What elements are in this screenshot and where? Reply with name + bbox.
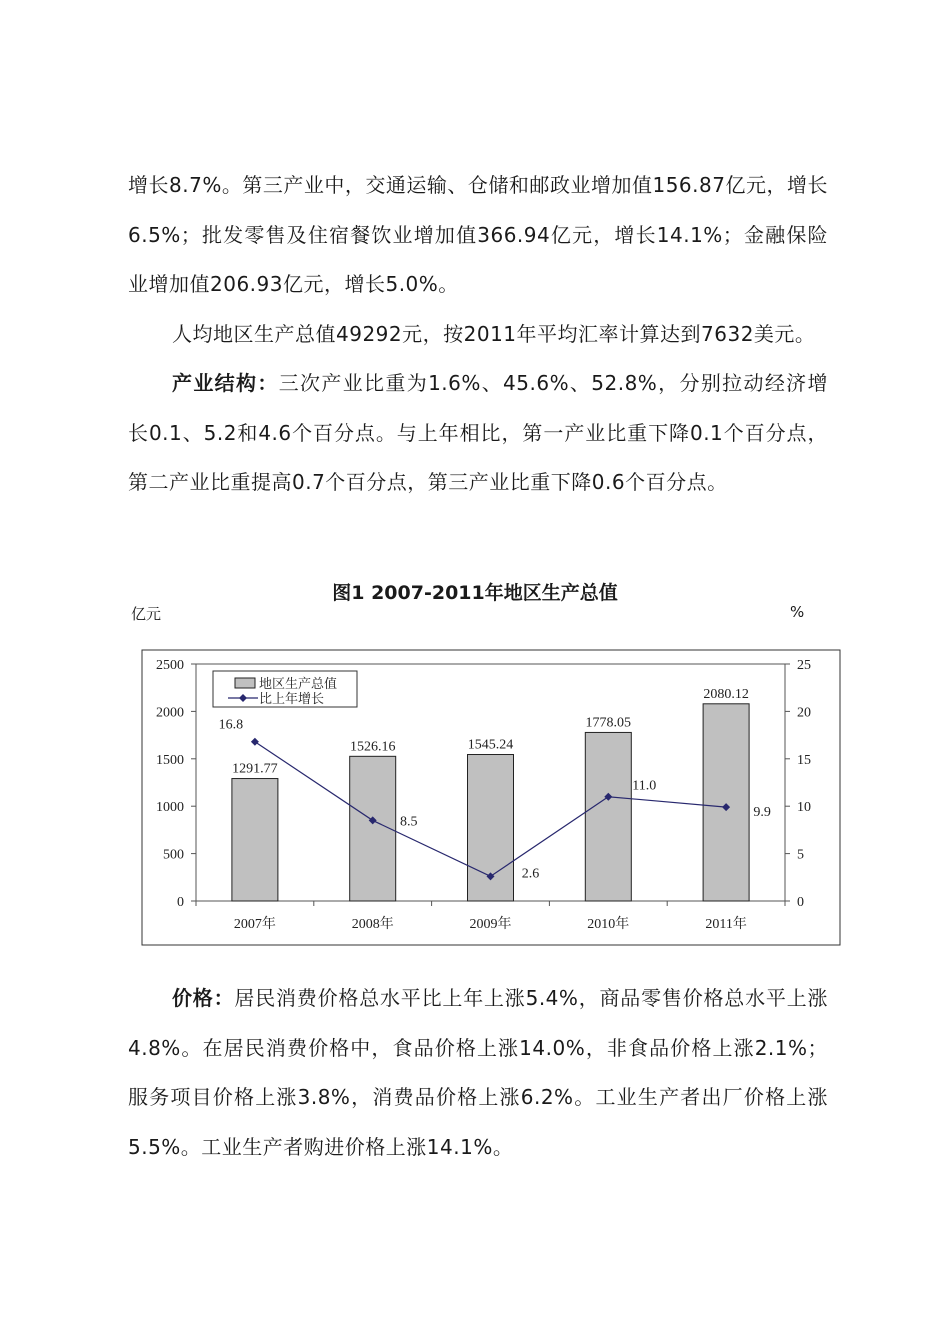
bar-gdp xyxy=(585,732,631,901)
chart-title: 图1 2007-2011年地区生产总值 xyxy=(332,582,618,604)
paragraph-tertiary-industry: 增长8.7%。第三产业中，交通运输、仓储和邮政业增加值156.87亿元，增长6.5%；批发零售及住宿餐饮业增加值366.94亿元，增长14.1%；金融保险业增加值206.93亿元，增长5.0%。 xyxy=(128,173,828,296)
y-left-tick-label: 0 xyxy=(177,895,184,910)
y-left-tick-label: 2500 xyxy=(156,658,184,673)
paragraph-prices xyxy=(128,974,828,1172)
y-left-tick-label: 1500 xyxy=(156,752,184,768)
y-right-tick-label: 0 xyxy=(797,895,804,910)
y-left-tick-label: 1000 xyxy=(156,800,184,816)
bar-data-label: 1778.05 xyxy=(585,715,632,731)
x-tick-label: 2009年 xyxy=(469,917,512,932)
y-right-tick-label: 15 xyxy=(797,752,811,768)
paragraph-per-capita-gdp: 人均地区生产总值49292元，按2011年平均汇率计算达到7632美元。 xyxy=(172,321,816,346)
x-tick-label: 2010年 xyxy=(587,917,630,932)
x-tick-label: 2011年 xyxy=(705,917,747,932)
x-tick-label: 2007年 xyxy=(233,917,276,932)
prices-label: 价格： xyxy=(172,986,235,1010)
prices-text: 居民消费价格总水平比上年上涨5.4%，商品零售价格总水平上涨4.8%。在居民消费价格中，食品价格上涨14.0%，非食品价格上涨2.1%；服务项目价格上涨3.8%，消费品价格上涨6.2%。工业生产者出厂价格上涨5.5%。工业生产者购进价格上涨14.1%。 xyxy=(128,986,829,1159)
bar-data-label: 1526.16 xyxy=(349,739,396,755)
industry-structure-text: 三次产业比重为1.6%、45.6%、52.8%，分别拉动经济增长0.1、5.2和4.6个百分点。与上年相比，第一产业比重下降0.1个百分点，第二产业比重提高0.7个百分点，第三产业比重下降0.6个百分点。 xyxy=(128,371,829,494)
bar-data-label: 1545.24 xyxy=(467,737,514,753)
right-axis-unit: % xyxy=(790,603,805,621)
line-data-label: 11.0 xyxy=(632,778,657,794)
legend-label-bar: 地区生产总值 xyxy=(259,676,338,691)
line-data-label: 2.6 xyxy=(521,866,540,882)
line-data-label: 16.8 xyxy=(218,717,244,733)
body-text-bottom xyxy=(128,974,828,1172)
y-right-tick-label: 25 xyxy=(797,658,811,673)
legend-label-line: 比上年增长 xyxy=(259,691,325,706)
y-right-tick-label: 10 xyxy=(797,800,811,816)
bar-data-label: 2080.12 xyxy=(703,686,749,702)
y-right-tick-label: 20 xyxy=(797,705,811,721)
legend-swatch-bar xyxy=(235,678,255,688)
line-data-label: 9.9 xyxy=(753,805,771,821)
line-data-label: 8.5 xyxy=(399,814,418,830)
y-left-tick-label: 500 xyxy=(163,847,184,863)
x-tick-label: 2008年 xyxy=(351,917,394,932)
bar-gdp xyxy=(703,704,749,901)
bar-gdp xyxy=(232,779,278,901)
y-left-tick-label: 2000 xyxy=(156,705,184,721)
y-right-tick-label: 5 xyxy=(797,847,804,863)
line-point-growth xyxy=(251,738,259,746)
left-axis-unit: 亿元 xyxy=(131,605,162,623)
bar-data-label: 1291.77 xyxy=(232,761,278,777)
industry-structure-label: 产业结构： xyxy=(172,371,279,395)
